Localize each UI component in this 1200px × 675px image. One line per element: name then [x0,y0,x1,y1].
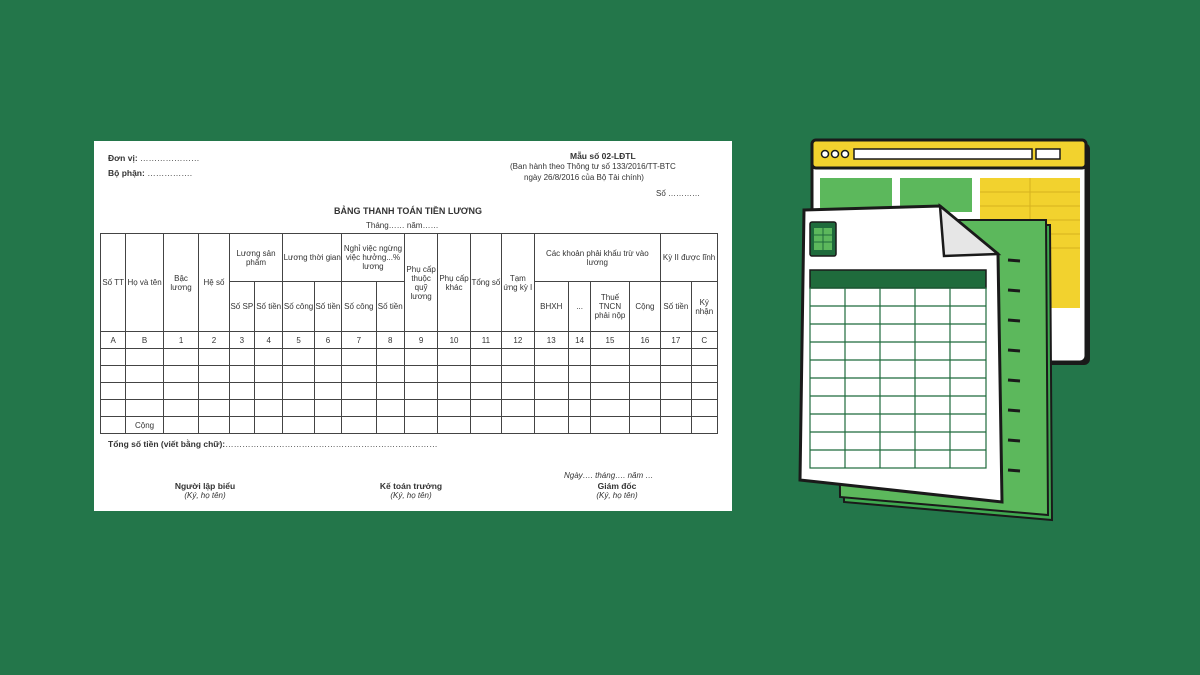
tong-so-tien [108,439,438,449]
spreadsheet-document-icon [800,206,1002,502]
ngay-thang-nam: Ngày…. tháng…. năm … [564,471,654,480]
code-cell: 9 [404,332,437,349]
code-cell: 12 [502,332,534,349]
payroll-form [94,141,732,511]
header-he-so: Hệ số [199,234,229,332]
header-khau-tru: Các khoản phải khấu trừ vào lương [534,234,661,282]
ke-toan-label: Kế toán trưởng [379,481,443,491]
don-vi-dots: ………………… [140,153,200,163]
code-cell: 6 [314,332,341,349]
thang-nam: Tháng…… năm…… [366,221,439,230]
sub-so-cong-2: Số công [342,282,376,332]
sub-bhxh: BHXH [534,282,568,332]
header-bac-luong: Bậc lương [163,234,198,332]
code-cell: 8 [376,332,404,349]
code-cell: 14 [568,332,590,349]
code-cell: 13 [534,332,568,349]
sub-cong: Cộng [629,282,660,332]
mau-so: Mẫu số 02-LĐTL [570,151,636,161]
sub-thue-tncn: Thuế TNCN phải nộp [591,282,629,332]
table-row [101,400,718,417]
header-tong-so: Tổng số [470,234,501,332]
tong-so-tien-label: Tổng số tiền (viết bằng chữ): [108,439,226,449]
code-cell: 5 [283,332,314,349]
sub-so-tien-2: Số tiền [314,282,341,332]
bo-phan-label: Bộ phận: [108,168,145,178]
bo-phan-field [108,168,192,178]
header-nghi-viec: Nghỉ việc ngừng việc hưởng...% lương [342,234,405,282]
code-cell: 11 [470,332,501,349]
sub-so-sp: Số SP [229,282,254,332]
total-row [101,417,718,434]
payroll-table [100,233,718,434]
sub-so-tien-3: Số tiền [376,282,404,332]
excel-logo-icon [810,222,836,256]
code-cell: 1 [163,332,198,349]
sub-so-tien-4: Số tiền [661,282,691,332]
header-ky-ii: Kỳ II được lĩnh [661,234,718,282]
tong-so-tien-dots: ………………………………………………………………… [225,439,438,449]
ban-hanh: (Ban hành theo Thông tư số 133/2016/TT-BTC [510,162,676,171]
form-title: BẢNG THANH TOÁN TIỀN LƯƠNG [334,206,482,216]
sub-so-cong-1: Số công [283,282,314,332]
don-vi-field [108,153,200,163]
signature-nguoi-lap [156,481,254,500]
spreadsheet-illustration [780,130,1120,530]
giam-doc-label: Giám đốc [597,481,637,491]
so-field [656,189,700,198]
bo-phan-dots: ……………. [147,168,193,178]
signature-giam-doc [568,481,666,500]
code-cell: 16 [629,332,660,349]
table-row [101,349,718,366]
code-cell: 15 [591,332,629,349]
table-row [101,366,718,383]
ke-toan-note: (Ký, họ tên) [390,491,432,500]
nguoi-lap-note: (Ký, họ tên) [184,491,226,500]
nguoi-lap-label: Người lập biểu [174,481,236,491]
code-cell: 7 [342,332,376,349]
sub-ellipsis: ... [568,282,590,332]
code-cell: C [691,332,717,349]
header-row-1 [101,234,718,282]
header-luong-san-pham: Lương sản phẩm [229,234,283,282]
code-cell: A [101,332,126,349]
code-cell: B [126,332,163,349]
code-cell: 10 [438,332,470,349]
code-cell: 2 [199,332,229,349]
signature-ke-toan [362,481,460,500]
header-luong-thoi-gian: Lương thời gian [283,234,342,282]
ngay-ban-hanh: ngày 26/8/2016 của Bộ Tài chính) [524,173,644,182]
header-ho-ten: Họ và tên [126,234,163,332]
so-dots: ………… [668,189,701,198]
code-row [101,332,718,349]
so-label: Số [656,189,666,198]
code-cell: 17 [661,332,691,349]
sub-ky-nhan: Ký nhận [691,282,717,332]
sub-so-tien-1: Số tiền [254,282,282,332]
don-vi-label: Đơn vị: [108,153,138,163]
giam-doc-note: (Ký, họ tên) [596,491,638,500]
header-phu-cap-quy: Phụ cấp thuộc quỹ lương [404,234,437,332]
header-tam-ung: Tạm ứng kỳ I [502,234,534,332]
header-phu-cap-khac: Phụ cấp khác [438,234,470,332]
table-row [101,383,718,400]
code-cell: 3 [229,332,254,349]
cong-label: Cộng [126,417,163,434]
header-so-tt: Số TT [101,234,126,332]
code-cell: 4 [254,332,282,349]
